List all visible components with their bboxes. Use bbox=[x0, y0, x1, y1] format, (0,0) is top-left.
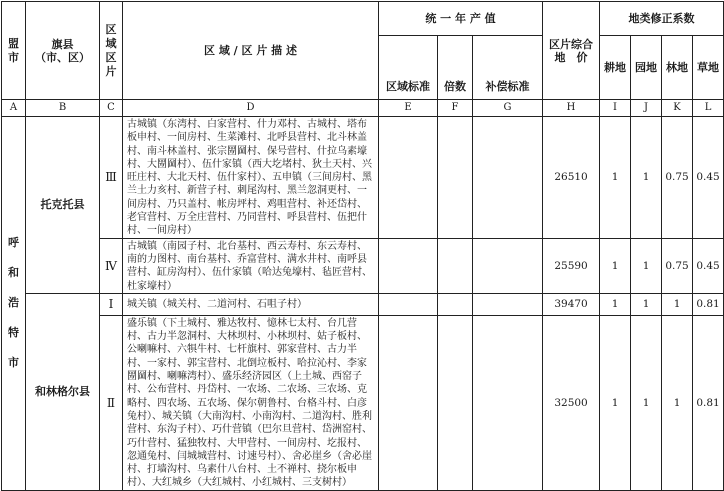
zone-description: 古城镇（南园子村、北台基村、西云寿村、东云寿村、南的力图村、南台基村、乔富营村、满水井村、南呼县营村、缸房沟村）、伍什家镇（哈达兔壕村、毡匠营村、杜家壕村） bbox=[123, 238, 379, 293]
land-price-table bbox=[1, 1, 724, 491]
price-cell: 25590 bbox=[543, 238, 600, 293]
letter-e: E bbox=[379, 100, 438, 117]
letter-h: H bbox=[543, 100, 600, 117]
header-arable: 耕地 bbox=[600, 36, 631, 100]
garden-cell: 1 bbox=[631, 117, 662, 239]
grass-cell: 0.45 bbox=[693, 117, 724, 239]
compensation-cell bbox=[473, 117, 543, 239]
multiple-cell bbox=[438, 117, 473, 239]
header-annual: 统 一 年 产 值 bbox=[379, 2, 543, 36]
arable-cell: 1 bbox=[600, 293, 631, 315]
header-forest: 林地 bbox=[662, 36, 693, 100]
header-league bbox=[2, 2, 26, 100]
header-price-line1: 区片综合 bbox=[549, 37, 594, 51]
county-helingeer: 和林格尔县 bbox=[26, 293, 100, 490]
arable-cell: 1 bbox=[600, 238, 631, 293]
header-coef: 地类修正系数 bbox=[600, 2, 724, 36]
arable-cell: 1 bbox=[600, 117, 631, 239]
league-cell bbox=[2, 117, 26, 491]
league-name: 呼 和 浩 特 市 bbox=[8, 236, 19, 370]
forest-cell: 0.75 bbox=[662, 238, 693, 293]
compensation-cell bbox=[473, 293, 543, 315]
grass-cell: 0.45 bbox=[693, 238, 724, 293]
multiple-cell bbox=[438, 315, 473, 490]
multiple-cell bbox=[438, 238, 473, 293]
zone-description: 古城镇（东湾村、白家营村、什力邓村、古城村、塔布板申村、一间房村、生菜滩村、北呼县营村、北斗林盖村、南斗林盖村、张宗圐圙村、保号营村、什拉乌素壕村、大圐圙村）、伍什家镇（西大圪堵村、狄土天村、兴旺庄村、大北天村、伍什家村）、五申镇（三间房村、黑兰土力亥村、新营子村、刺尾沟村、黑兰忽洞更村、一间房村、乃只盖村、帐房坪村、鸡咀营村、补还岱村、老官营村、万全庄营村、乃同营村、呼县营村、伍把什村、一间房村） bbox=[123, 117, 379, 239]
standard-cell bbox=[379, 238, 438, 293]
forest-cell: 1 bbox=[662, 315, 693, 490]
letter-a: A bbox=[2, 100, 26, 117]
zone-description: 盛乐镇（下土城村、雅达牧村、憶林七太村、台几营村、古力半忽洞村、大林坝村、小林坝村、姑子板村、公喇嘛村、六犋牛村、七杆旗村、郭家营村、古力半村、一家村、郭宝营村、北倒垃板村、哈拉沁村、李家圐圙村、喇嘛湾村）、盛乐经济园区（上土城、西窑子村、公布营村、丹岱村、一农场、二农场、三农场、克略村、四农场、五农场、保尔朝鲁村、台格斗村、白彦兔村）、城关镇（大南沟村、小南沟村、二道沟村、胜利营村、东沟子村）、巧什营镇（巴尔旦营村、岱洲窑村、巧什营村、猛独牧村、大甲营村、一间房村、圪报村、忽通兔村、闫城城营村、讨速号村）、舍必崖乡（舍必崖村、打墙沟村、乌素什八台村、土不禅村、挠尔板申村）、大红城乡（大红城村、小红城村、三支树村） bbox=[123, 315, 379, 490]
letter-f: F bbox=[438, 100, 473, 117]
letter-c: C bbox=[100, 100, 123, 117]
header-price bbox=[543, 2, 600, 100]
zone-description: 城关镇（城关村、二道河村、石咀子村） bbox=[123, 293, 379, 315]
header-county: 旗县 （市、区） bbox=[26, 2, 100, 100]
letter-g: G bbox=[473, 100, 543, 117]
letter-k: K bbox=[662, 100, 693, 117]
zone-cell: Ⅲ bbox=[100, 117, 123, 239]
header-desc: 区 域 / 区 片 描 述 bbox=[123, 2, 379, 100]
header-multiple: 倍数 bbox=[438, 36, 473, 100]
grass-cell: 0.81 bbox=[693, 315, 724, 490]
standard-cell bbox=[379, 293, 438, 315]
price-cell: 32500 bbox=[543, 315, 600, 490]
price-cell: 26510 bbox=[543, 117, 600, 239]
header-grass: 草地 bbox=[693, 36, 724, 100]
grass-cell: 0.81 bbox=[693, 293, 724, 315]
zone-cell: Ⅰ bbox=[100, 293, 123, 315]
compensation-cell bbox=[473, 238, 543, 293]
header-league-text: 盟 市 bbox=[8, 36, 19, 64]
standard-cell bbox=[379, 117, 438, 239]
header-zone bbox=[100, 2, 123, 100]
forest-cell: 0.75 bbox=[662, 117, 693, 239]
multiple-cell bbox=[438, 293, 473, 315]
header-standard: 区域标准 bbox=[379, 36, 438, 100]
letter-b: B bbox=[26, 100, 100, 117]
header-compensation: 补偿标准 bbox=[473, 36, 543, 100]
garden-cell: 1 bbox=[631, 293, 662, 315]
zone-cell: Ⅱ bbox=[100, 315, 123, 490]
standard-cell bbox=[379, 315, 438, 490]
compensation-cell bbox=[473, 315, 543, 490]
garden-cell: 1 bbox=[631, 238, 662, 293]
letter-d: D bbox=[123, 100, 379, 117]
letter-l: L bbox=[693, 100, 724, 117]
price-cell: 39470 bbox=[543, 293, 600, 315]
header-price-line2: 地 价 bbox=[554, 50, 588, 64]
forest-cell: 1 bbox=[662, 293, 693, 315]
arable-cell: 1 bbox=[600, 315, 631, 490]
letter-i: I bbox=[600, 100, 631, 117]
header-zone-text: 区 域 区 片 bbox=[105, 22, 117, 78]
county-tuoketuo: 托克托县 bbox=[26, 117, 100, 294]
letter-j: J bbox=[631, 100, 662, 117]
garden-cell: 1 bbox=[631, 315, 662, 490]
zone-cell: Ⅳ bbox=[100, 238, 123, 293]
header-garden: 园地 bbox=[631, 36, 662, 100]
